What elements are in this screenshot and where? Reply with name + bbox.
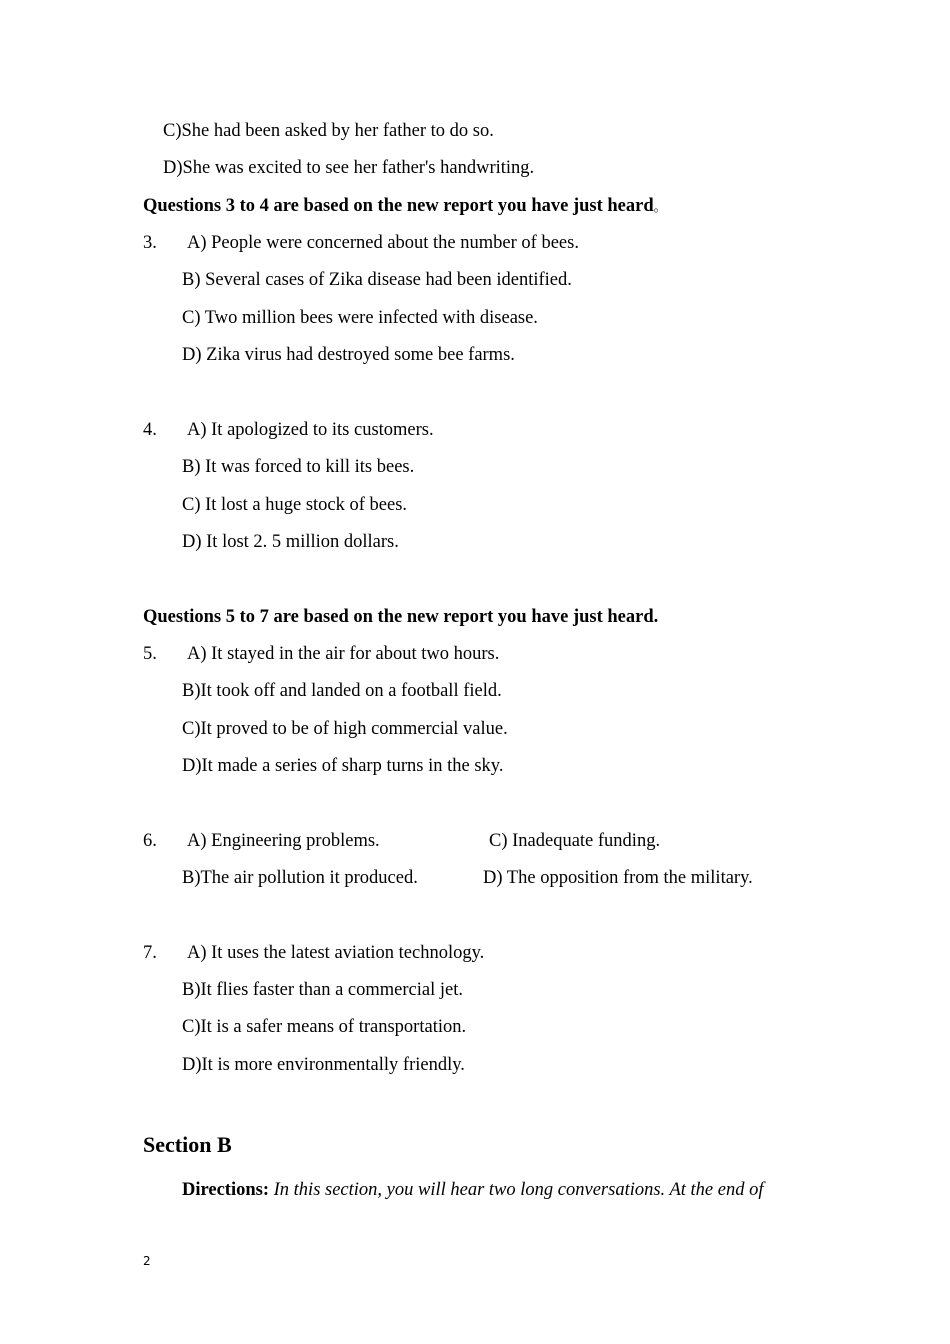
q4-option-a: A) It apologized to its customers. [187,420,434,440]
page-number: 2 [143,1254,151,1268]
q4-option-c: C) It lost a huge stock of bees. [182,495,408,515]
q3-option-b: B) Several cases of Zika disease had been identified. [182,270,572,290]
q2-option-c: C)She had been asked by her father to do so. [163,121,494,141]
q7-option-a: A) It uses the latest aviation technology. [187,943,485,963]
q3-number: 3. [143,233,157,253]
section-b-title: Section B [143,1132,232,1157]
q4-option-b: B) It was forced to kill its bees. [182,457,415,477]
q5-option-b: B)It took off and landed on a football field. [182,681,502,701]
q6-option-c: C) Inadequate funding. [489,831,661,851]
q7-number: 7. [143,943,157,963]
q5-option-c: C)It proved to be of high commercial value. [182,719,508,739]
q6-number: 6. [143,831,157,851]
heading-punct: 。 [653,199,667,214]
q5-number: 5. [143,644,157,664]
q6-option-a: A) Engineering problems. [187,831,380,851]
directions-paragraph [182,1179,764,1201]
q2-option-d: D)She was excited to see her father's handwriting. [163,158,535,178]
heading-text: Questions 3 to 4 are based on the new report you have just heard [143,196,654,216]
q3-option-d: D) Zika virus had destroyed some bee farms. [182,345,515,365]
q3-option-c: C) Two million bees were infected with disease. [182,308,538,328]
q7-option-c: C)It is a safer means of transportation. [182,1017,467,1037]
q6-option-d: D) The opposition from the military. [483,868,753,888]
q5-option-a: A) It stayed in the air for about two hours. [187,644,500,664]
questions-5-7-heading: Questions 5 to 7 are based on the new report you have just heard. [143,607,659,627]
q7-option-d: D)It is more environmentally friendly. [182,1055,465,1075]
q6-option-b: B)The air pollution it produced. [182,868,418,888]
q5-option-d: D)It made a series of sharp turns in the sky. [182,756,504,776]
q3-option-a: A) People were concerned about the number of bees. [187,233,579,253]
q4-option-d: D) It lost 2. 5 million dollars. [182,532,399,552]
questions-3-4-heading [143,195,667,218]
q4-number: 4. [143,420,157,440]
directions-text: In this section, you will hear two long conversations. At the end of [269,1180,764,1200]
directions-label: Directions: [182,1180,269,1200]
q7-option-b: B)It flies faster than a commercial jet. [182,980,463,1000]
